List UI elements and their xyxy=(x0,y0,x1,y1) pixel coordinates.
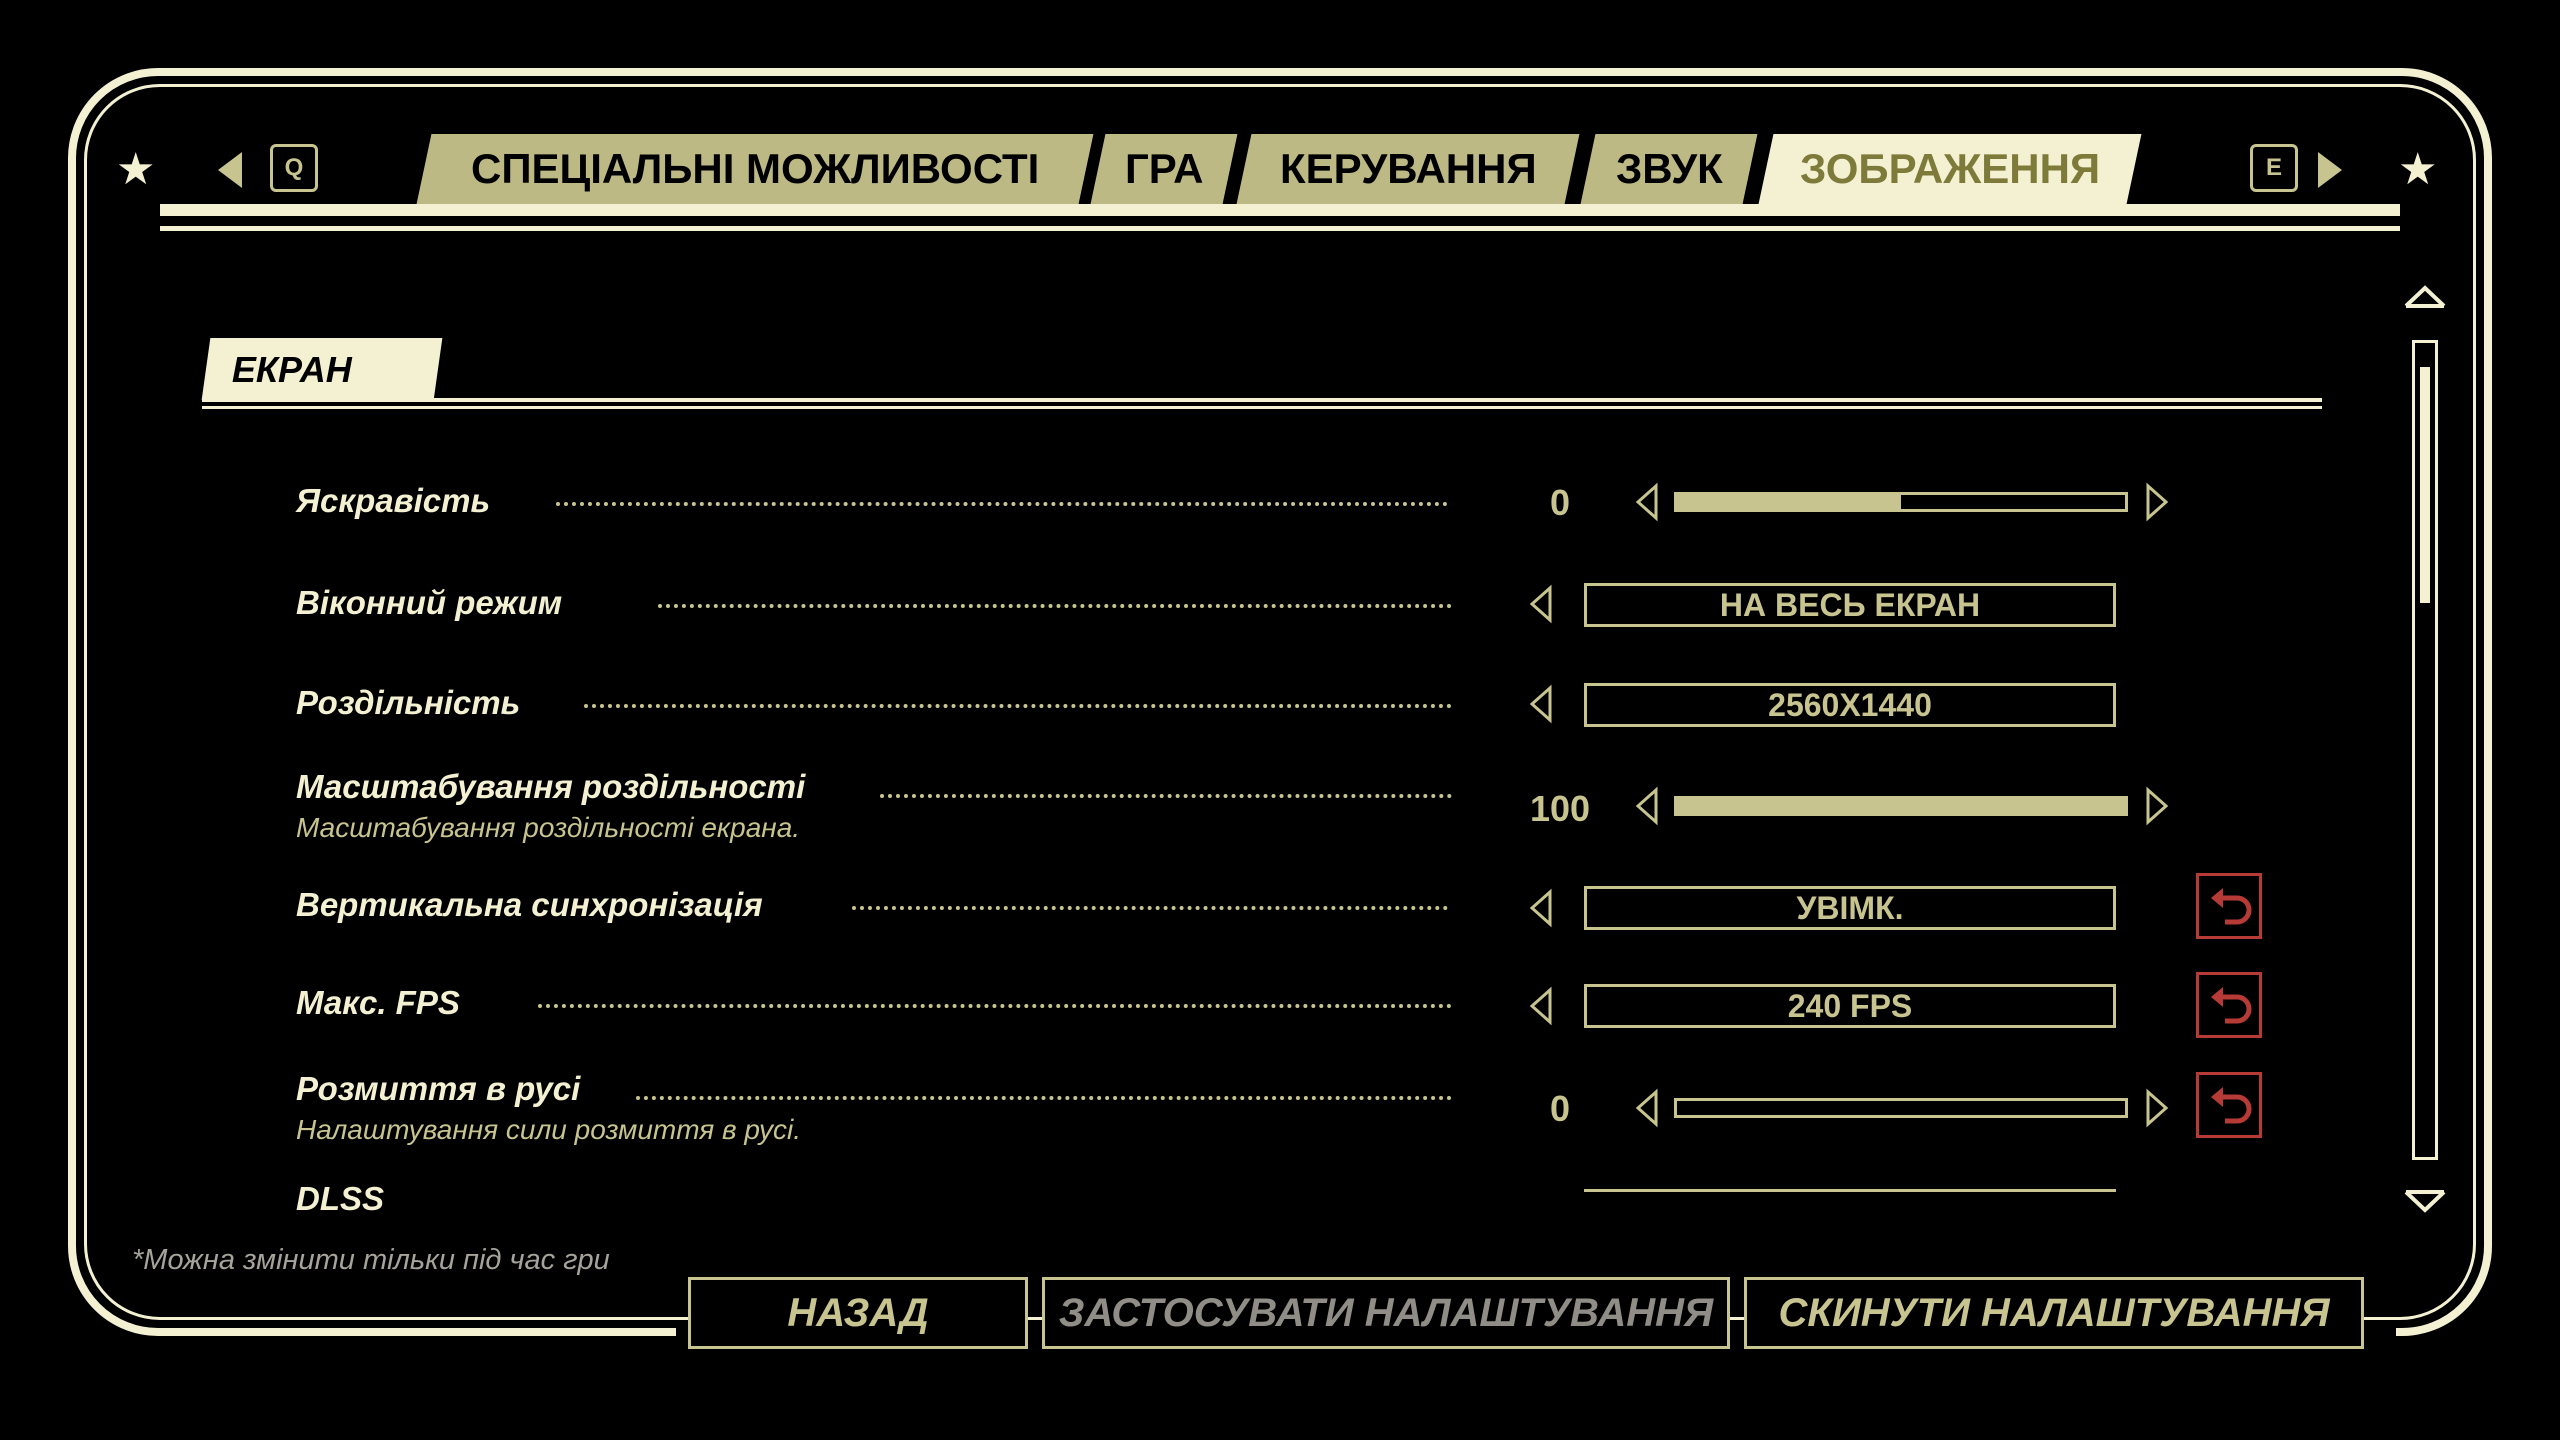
setting-label-resolution-scaling: Масштабування роздільності xyxy=(296,768,806,805)
reset-icon xyxy=(2199,975,2259,1035)
scrollbar[interactable] xyxy=(2412,340,2438,1160)
vsync-prev-icon[interactable] xyxy=(1530,890,1552,926)
prev-tab-arrow-icon[interactable] xyxy=(218,152,242,188)
apply-settings-button[interactable]: ЗАСТОСУВАТИ НАЛАШТУВАННЯ xyxy=(1042,1277,1730,1349)
next-tab-arrow-icon[interactable] xyxy=(2318,152,2342,188)
max-fps-select[interactable]: 240 FPS xyxy=(1584,984,2116,1028)
resolution-scaling-increase-icon[interactable] xyxy=(2146,788,2168,824)
tab-accessibility[interactable]: СПЕЦІАЛЬНІ МОЖЛИВОСТІ xyxy=(417,134,1094,204)
back-button[interactable]: НАЗАД xyxy=(688,1277,1028,1349)
section-header-screen: ЕКРАН xyxy=(202,338,443,400)
brightness-slider[interactable] xyxy=(1674,492,2128,512)
window-mode-select[interactable]: НА ВЕСЬ ЕКРАН xyxy=(1584,583,2116,627)
section-underline xyxy=(202,398,2322,402)
reset-icon xyxy=(2199,876,2259,936)
leader-dots xyxy=(852,906,1448,910)
max-fps-reset-button[interactable] xyxy=(2196,972,2262,1038)
leader-dots xyxy=(658,604,1452,608)
star-right-icon: ★ xyxy=(2398,145,2438,194)
setting-label-brightness: Яскравість xyxy=(296,482,491,519)
star-left-icon: ★ xyxy=(116,145,156,194)
resolution-select[interactable]: 2560X1440 xyxy=(1584,683,2116,727)
setting-label-max-fps: Макс. FPS xyxy=(296,984,460,1021)
motion-blur-value: 0 xyxy=(1549,1088,1571,1129)
brightness-slider-fill xyxy=(1677,495,1901,509)
tab-sound[interactable]: ЗВУК xyxy=(1581,134,1758,204)
leader-dots xyxy=(584,704,1452,708)
motion-blur-slider[interactable] xyxy=(1674,1098,2128,1118)
tab-game[interactable]: ГРА xyxy=(1091,134,1238,204)
tab-underline-thin xyxy=(160,226,2400,231)
setting-subtitle-resolution-scaling: Масштабування роздільності екрана. xyxy=(296,812,801,843)
reset-icon xyxy=(2199,1075,2259,1135)
scroll-up-icon[interactable] xyxy=(2404,284,2446,308)
setting-subtitle-motion-blur: Налаштування сили розмиття в русі. xyxy=(296,1114,802,1145)
setting-label-vsync: Вертикальна синхронізація xyxy=(296,886,763,923)
tab-controls[interactable]: КЕРУВАННЯ xyxy=(1237,134,1580,204)
resolution-scaling-slider[interactable] xyxy=(1674,796,2128,816)
scrollbar-thumb[interactable] xyxy=(2420,367,2430,603)
brightness-value: 0 xyxy=(1549,482,1571,523)
brightness-increase-icon[interactable] xyxy=(2146,484,2168,520)
setting-label-resolution: Роздільність xyxy=(296,684,521,721)
resolution-scaling-value: 100 xyxy=(1529,788,1591,829)
next-tab-key[interactable]: E xyxy=(2250,144,2298,192)
prev-tab-key[interactable]: Q xyxy=(270,144,318,192)
dlss-select-edge xyxy=(1584,1189,2116,1192)
setting-row-dlss-clipped xyxy=(260,1180,2140,1217)
leader-dots xyxy=(538,1004,1452,1008)
leader-dots xyxy=(556,502,1448,506)
max-fps-prev-icon[interactable] xyxy=(1530,988,1552,1024)
tab-display[interactable]: ЗОБРАЖЕННЯ xyxy=(1759,134,2142,204)
section-underline-thin xyxy=(202,406,2322,409)
resolution-scaling-decrease-icon[interactable] xyxy=(1636,788,1658,824)
setting-label-motion-blur: Розмиття в русі xyxy=(296,1070,581,1107)
leader-dots xyxy=(636,1096,1452,1100)
motion-blur-reset-button[interactable] xyxy=(2196,1072,2262,1138)
motion-blur-increase-icon[interactable] xyxy=(2146,1090,2168,1126)
reset-settings-button[interactable]: СКИНУТИ НАЛАШТУВАННЯ xyxy=(1744,1277,2364,1349)
resolution-prev-icon[interactable] xyxy=(1530,686,1552,722)
vsync-select[interactable]: УВІМК. xyxy=(1584,886,2116,930)
setting-label-window-mode: Віконний режим xyxy=(296,584,563,621)
motion-blur-decrease-icon[interactable] xyxy=(1636,1090,1658,1126)
resolution-scaling-slider-fill xyxy=(1677,799,2125,813)
window-mode-prev-icon[interactable] xyxy=(1530,586,1552,622)
brightness-decrease-icon[interactable] xyxy=(1636,484,1658,520)
tab-underline-thick xyxy=(160,204,2400,216)
leader-dots xyxy=(880,794,1452,798)
vsync-reset-button[interactable] xyxy=(2196,873,2262,939)
footer-note: *Можна змінити тільки під час гри xyxy=(132,1244,610,1276)
setting-label-dlss: DLSS xyxy=(296,1180,385,1217)
scroll-down-icon[interactable] xyxy=(2404,1190,2446,1214)
